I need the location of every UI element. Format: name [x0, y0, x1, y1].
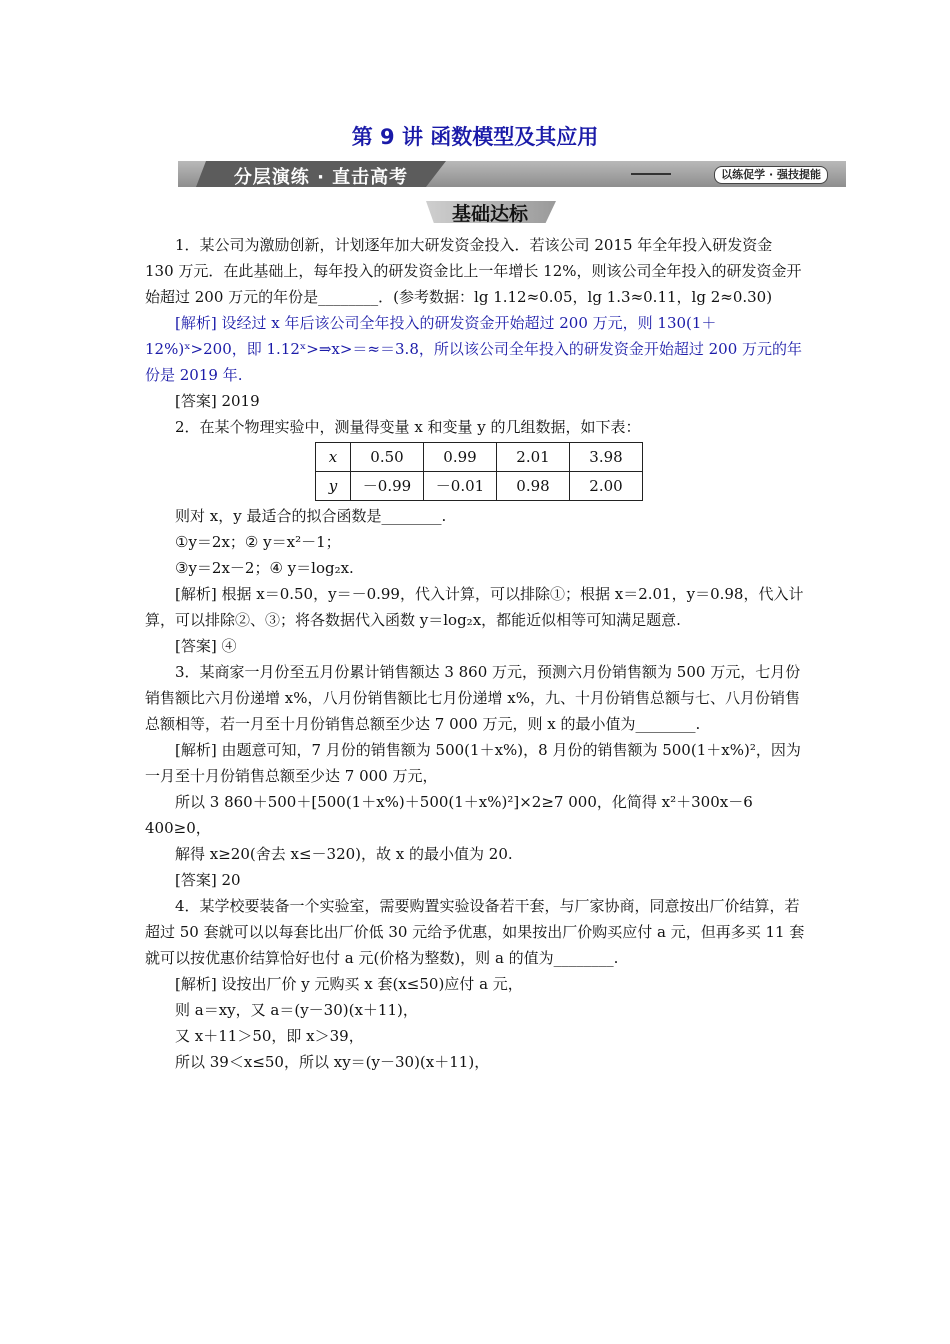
table-cell: －0.99: [351, 472, 424, 501]
question-1-answer: [答案] 2019: [175, 392, 260, 410]
data-table: [315, 442, 643, 501]
table-cell: 2.01: [497, 443, 570, 472]
document-body: [145, 232, 805, 1075]
question-4-text: 4．某学校要装备一个实验室，需要购置实验设备若干套，与厂家协商，同意按出厂价结算，若超过 50 套就可以以每套比出厂价低 30 元给予优惠，如果按出厂价购买应付 a 元，但再多买 11 套就可以按优惠价结算恰好也付 a 元(价格为整数)，则 a 的值为________.: [145, 897, 805, 967]
question-2-answer: [答案] ④: [175, 637, 237, 655]
banner-right-label: 以练促学 · 强技提能: [714, 166, 828, 184]
table-cell: 0.50: [351, 443, 424, 472]
question-3-analysis-line-2: 所以 3 860＋500＋[500(1＋x%)＋500(1＋x%)²]×2≥7 000，化简得 x²＋300x－6 400≥0，: [145, 793, 753, 837]
page-title: 第 9 讲 函数模型及其应用: [351, 125, 599, 149]
question-2-text: 2．在某个物理实验中，测量得变量 x 和变量 y 的几组数据，如下表：: [175, 418, 641, 436]
question-4-analysis-line-4: 所以 39＜x≤50，所以 xy＝(y－30)(x＋11)，: [175, 1053, 490, 1071]
question-2-prompt: 则对 x，y 最适合的拟合函数是________.: [175, 507, 447, 525]
section-heading-label: 基础达标: [451, 203, 528, 225]
banner-divider-line: [631, 173, 671, 175]
question-2-options-2: ③y＝2x－2；④ y＝log₂x.: [175, 559, 354, 577]
question-3-text: 3．某商家一月份至五月份累计销售额达 3 860 万元，预测六月份销售额为 500 万元，七月份销售额比六月份递增 x%，八月份销售额比七月份递增 x%，九、十月份销售总额与七、八月份销售总额相等，若一月至十月份销售总额至少达 7 000 万元，则 x 的最小值为________.: [145, 663, 801, 733]
question-4-analysis-line-2: 则 a＝xy，又 a＝(y－30)(x＋11)，: [175, 1001, 418, 1019]
question-2-analysis: [解析] 根据 x＝0.50，y＝－0.99，代入计算，可以排除①；根据 x＝2.01，y＝0.98，代入计算，可以排除②、③；将各数据代入函数 y＝log₂x，都能近似相等可知满足题意.: [145, 585, 804, 629]
question-3-answer: [答案] 20: [175, 871, 241, 889]
question-3-analysis-line-3: 解得 x≥20(舍去 x≤－320)，故 x 的最小值为 20.: [175, 845, 513, 863]
question-2-options-1: ①y＝2x；② y＝x²－1；: [175, 533, 341, 551]
question-4-analysis-line-3: 又 x＋11＞50，即 x＞39，: [175, 1027, 364, 1045]
table-cell: 3.98: [570, 443, 643, 472]
section-banner: [178, 161, 846, 187]
table-header-x: x: [316, 443, 351, 472]
question-4-analysis: [解析] 设按出厂价 y 元购买 x 套(x≤50)应付 a 元，: [175, 975, 523, 993]
question-1-analysis: [解析] 设经过 x 年后该公司全年投入的研发资金开始超过 200 万元，则 130(1＋12%)ˣ>200，即 1.12ˣ>⇒x>＝≈＝3.8，所以该公司全年投入的研发资金开始超过 200 万元的年份是 2019 年.: [145, 314, 803, 384]
table-cell: 2.00: [570, 472, 643, 501]
table-cell: 0.99: [424, 443, 497, 472]
question-1-text: 1．某公司为激励创新，计划逐年加大研发资金投入．若该公司 2015 年全年投入研发资金 130 万元．在此基础上，每年投入的研发资金比上一年增长 12%，则该公司全年投入的研发资金开始超过 200 万元的年份是________．(参考数据：lg 1.12≈0.05，lg 1.3≈0.11，lg 2≈0.30): [145, 236, 802, 306]
banner-left-label: 分层演练 · 直击高考: [233, 167, 409, 188]
table-cell: 0.98: [497, 472, 570, 501]
table-row: [316, 472, 643, 501]
table-row: [316, 443, 643, 472]
section-heading: [420, 197, 560, 225]
question-3-analysis: [解析] 由题意可知，7 月份的销售额为 500(1＋x%)，8 月份的销售额为 500(1＋x%)²，因为一月至十月份销售总额至少达 7 000 万元，: [145, 741, 801, 785]
table-header-y: y: [316, 472, 351, 501]
table-cell: －0.01: [424, 472, 497, 501]
